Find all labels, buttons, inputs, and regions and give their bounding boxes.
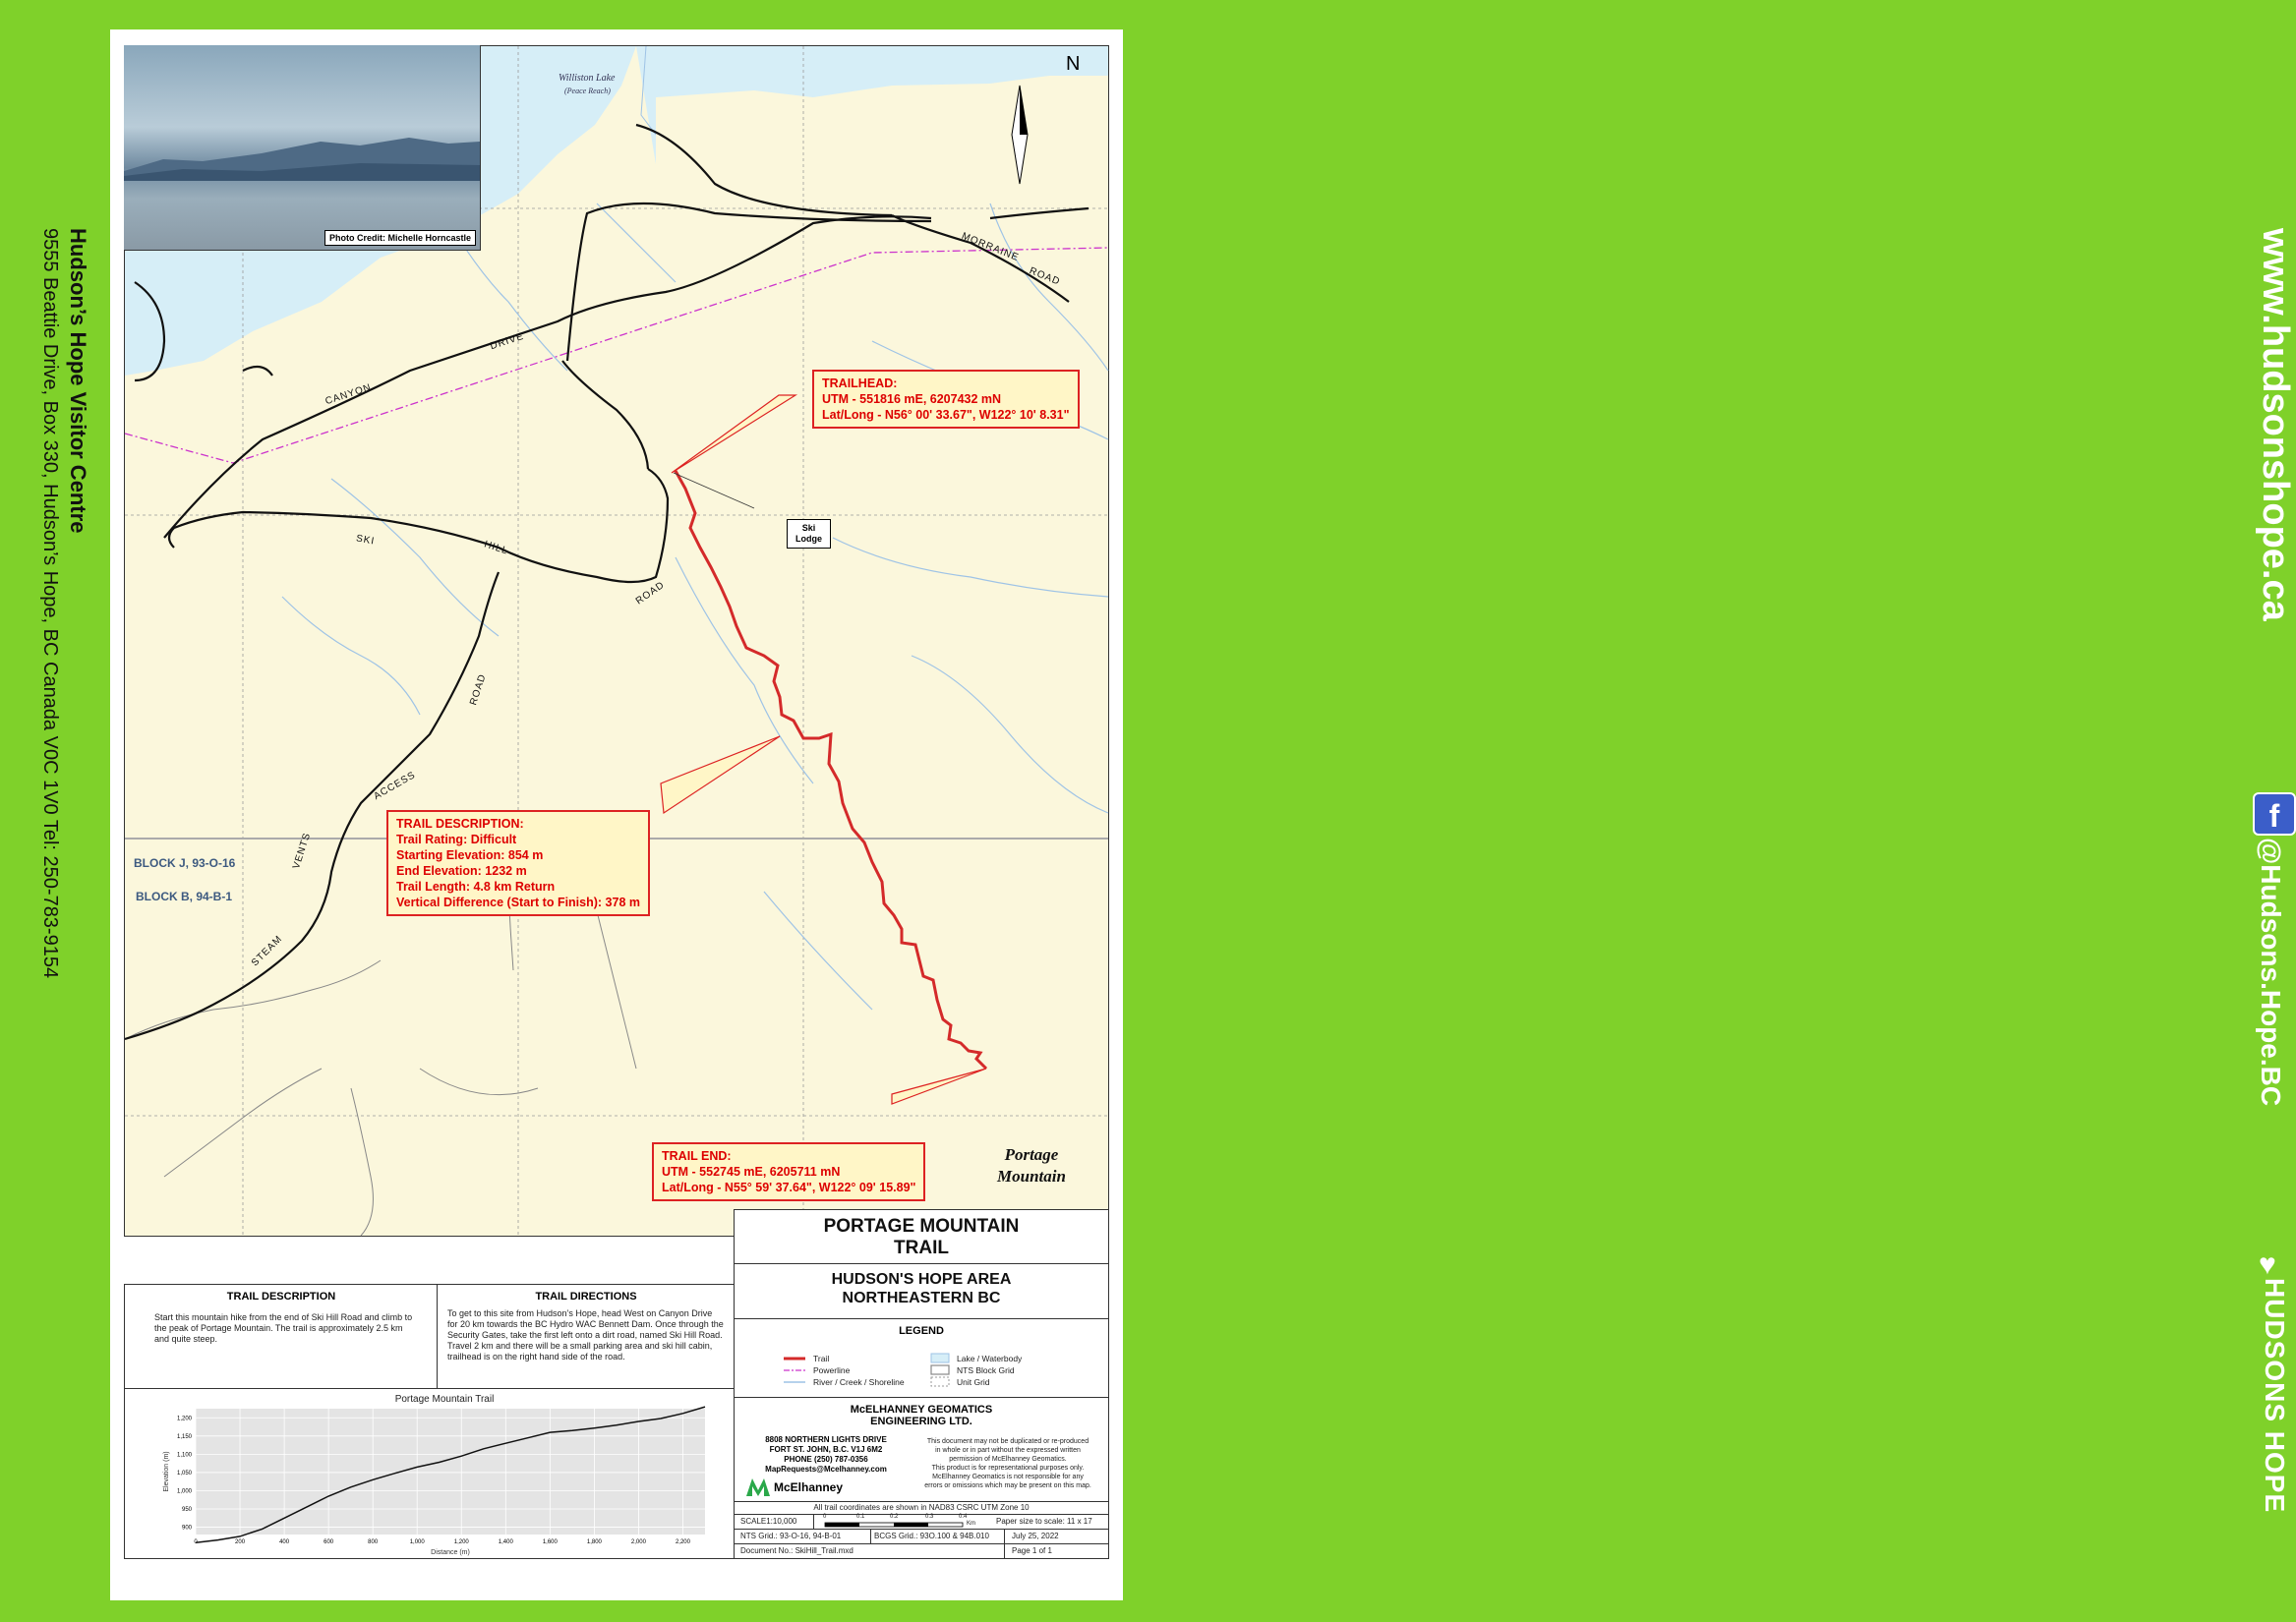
address-line: 8808 NORTHERN LIGHTS DRIVE <box>765 1435 887 1444</box>
callout-line: TRAIL END: <box>662 1149 732 1163</box>
x-tick-label: 200 <box>235 1539 246 1545</box>
area-line-2: NORTHEASTERN BC <box>842 1290 1001 1306</box>
map-title-line-1: PORTAGE MOUNTAIN <box>823 1216 1020 1237</box>
callout-line: UTM - 551816 mE, 6207432 mN <box>822 392 1002 406</box>
scale-bar <box>823 1515 980 1529</box>
trail-description-text: Start this mountain hike from the end of Ski Hill Road and climb to the peak of Portage Mountain. The trail is approximately 2.5 km and quite steep. <box>154 1312 413 1344</box>
scale-tick-0: 0 <box>823 1514 827 1520</box>
callout-line: End Elevation: 1232 m <box>396 864 527 878</box>
x-tick-label: 2,200 <box>675 1539 690 1545</box>
x-tick-label: 600 <box>324 1539 334 1545</box>
title-block <box>734 1209 1109 1559</box>
elevation-chart <box>125 1389 735 1558</box>
chart-title: Portage Mountain Trail <box>394 1394 495 1405</box>
y-tick-label: 1,050 <box>176 1470 192 1477</box>
scale-tick-2: 0.2 <box>890 1514 899 1520</box>
heart-icon: ♥ <box>2259 1248 2276 1281</box>
callout-line: UTM - 552745 mE, 6205711 mN <box>662 1165 841 1179</box>
visitor-centre-address: 9555 Beattie Drive, Box 330, Hudson’s Hope, BC Canada V0C 1V0 Tel: 250-783-9154 <box>39 228 61 979</box>
phone-line: PHONE (250) 787-0356 <box>784 1455 868 1464</box>
ski-lodge-label <box>787 519 831 549</box>
paper-size: Paper size to scale: 11 x 17 <box>996 1517 1092 1526</box>
trailhead-callout <box>812 370 1080 429</box>
scale-unit: Km <box>967 1521 975 1527</box>
legend-trail: Trail <box>813 1354 830 1363</box>
callout-line: TRAIL DESCRIPTION: <box>396 817 524 831</box>
facebook-handle[interactable]: @Hudsons.Hope.BC <box>2256 838 2286 1107</box>
disclaimer-line: errors or omissions which may be present on this map. <box>924 1482 1091 1489</box>
x-tick-label: 1,000 <box>409 1539 425 1545</box>
x-tick-label: 800 <box>368 1539 379 1545</box>
callout-line: Trail Length: 4.8 km Return <box>396 880 556 894</box>
scale-tick-4: 0.4 <box>959 1514 968 1520</box>
email-link[interactable]: MapRequests@Mcelhanney.com <box>765 1465 887 1474</box>
road-label-access: ACCESS <box>372 769 418 803</box>
mcelhanney-logo-icon <box>746 1478 770 1496</box>
lake-name-label: Williston Lake <box>559 73 616 84</box>
scale-tick-3: 0.3 <box>925 1514 934 1520</box>
company-line-2: ENGINEERING LTD. <box>870 1416 972 1427</box>
company-row <box>735 1397 1108 1502</box>
disclaimer <box>913 1437 1102 1490</box>
trail-description-heading: TRAIL DESCRIPTION <box>226 1291 336 1303</box>
title-row <box>735 1210 1108 1269</box>
callout-line: Starting Elevation: 854 m <box>396 848 544 862</box>
logo-text: McElhanney <box>774 1480 844 1494</box>
disclaimer-line: McElhanney Geomatics is not responsible for any <box>932 1474 1084 1480</box>
lake-sub-label: (Peace Reach) <box>564 87 611 95</box>
visitor-centre-title: Hudson’s Hope Visitor Centre <box>66 228 90 534</box>
bcgs-grid: BCGS Grid.: 93O.100 & 94B.010 <box>874 1532 989 1540</box>
x-tick-label: 1,800 <box>586 1539 602 1545</box>
y-tick-label: 1,100 <box>176 1452 192 1459</box>
right-sidebar <box>1106 0 2296 1622</box>
ski-lodge-line: Lodge <box>795 534 822 544</box>
creeks-south <box>125 892 636 1236</box>
disclaimer-line: This document may not be duplicated or re-produced <box>926 1438 1089 1445</box>
callout-line: Lat/Long - N55° 59' 37.64", W122° 09' 15.89" <box>662 1181 916 1194</box>
trailhead-pointer <box>672 395 795 473</box>
grid-row <box>735 1529 1108 1543</box>
legend-unit: Unit Grid <box>957 1377 990 1387</box>
photo-credit: Photo Credit: Michelle Horncastle <box>324 230 476 246</box>
nts-grid: NTS Grid.: 93-O-16, 94-B-01 <box>740 1532 842 1540</box>
x-tick-label: 1,200 <box>453 1539 469 1545</box>
lake-photo <box>124 45 481 251</box>
description-pointer <box>661 736 780 813</box>
ski-lodge-line: Ski <box>801 523 816 533</box>
callout-line: Lat/Long - N56° 00' 33.67", W122° 10' 8.31" <box>822 408 1070 422</box>
peak-label-line: Mountain <box>997 1167 1066 1186</box>
disclaimer-line: permission of McElhanney Geomatics. <box>949 1456 1067 1463</box>
map-title-line-2: TRAIL <box>894 1238 949 1258</box>
north-label: N <box>1066 53 1081 75</box>
x-axis-label: Distance (m) <box>431 1549 470 1556</box>
peak-label-line: Portage <box>1004 1145 1059 1164</box>
callout-line: Vertical Difference (Start to Finish): 378 m <box>396 896 640 909</box>
peak-label <box>997 1144 1066 1188</box>
y-tick-label: 1,150 <box>176 1433 192 1440</box>
coords-note: All trail coordinates are shown in NAD83 CSRC UTM Zone 10 <box>735 1501 1108 1514</box>
x-tick-label: 2,000 <box>630 1539 646 1545</box>
y-axis-label: Elevation (m) <box>163 1451 170 1492</box>
disclaimer-line: in whole or in part without the expressed written <box>935 1447 1081 1454</box>
road-label-steam: STEAM <box>249 933 285 969</box>
trail-description-panel <box>124 1284 439 1390</box>
x-tick-label: 400 <box>279 1539 290 1545</box>
photo-mountains <box>124 132 480 181</box>
road-label-ski-road: ROAD <box>633 579 668 608</box>
y-tick-label: 950 <box>181 1507 192 1514</box>
x-tick-label: 1,600 <box>542 1539 558 1545</box>
scale-row <box>735 1514 1108 1529</box>
map-date: July 25, 2022 <box>1012 1532 1059 1540</box>
website-link[interactable]: www.hudsonshope.ca <box>2255 228 2296 621</box>
legend-lake: Lake / Waterbody <box>957 1354 1023 1363</box>
road-label-morraine-road: ROAD <box>1028 265 1062 288</box>
document-number: Document No.: SkiHill_Trail.mxd <box>740 1546 854 1555</box>
page-number: Page 1 of 1 <box>1012 1546 1052 1555</box>
trail-directions-text: To get to this site from Hudson’s Hope, head West on Canyon Drive for 20 km towards the BC Hydro WAC Bennett Dam. Once through the Security Gates, take the first left onto a dirt road, named Ski Hill Road. Travel 2 km and there will be a small parking area and ski hill cabin, trailhead is on the right hand side of the road. <box>447 1308 724 1361</box>
company-logo <box>746 1478 913 1496</box>
x-tick-label: 0 <box>194 1539 198 1545</box>
callout-line: TRAILHEAD: <box>822 377 898 390</box>
trail-directions-panel <box>437 1284 736 1390</box>
block-j-label: BLOCK J, 93-O-16 <box>134 856 236 870</box>
legend-heading: LEGEND <box>899 1325 944 1337</box>
address-line: FORT ST. JOHN, B.C. V1J 6M2 <box>769 1445 883 1454</box>
callout-line: Trail Rating: Difficult <box>396 833 517 846</box>
road-label-morraine: MORRAINE <box>960 230 1021 264</box>
brand-logo-text: HUDSONS HOPE <box>2260 1278 2290 1514</box>
legend-powerline: Powerline <box>813 1365 851 1375</box>
road-label-vents: VENTS <box>291 831 314 871</box>
lake-shape <box>636 46 1108 164</box>
road-label-access-road: ROAD <box>468 672 489 707</box>
plot-background <box>196 1409 705 1535</box>
area-line-1: HUDSON'S HOPE AREA <box>831 1271 1012 1288</box>
area-row <box>735 1263 1108 1321</box>
trail-end-callout <box>652 1142 925 1201</box>
legend-row <box>735 1318 1108 1394</box>
road-label-canyon: CANYON <box>324 381 374 408</box>
road-label-hill: HILL <box>482 539 510 557</box>
legend-nts: NTS Block Grid <box>957 1365 1015 1375</box>
document-row <box>735 1543 1108 1558</box>
y-tick-label: 1,000 <box>176 1488 192 1495</box>
scale-tick-1: 0.1 <box>856 1514 865 1520</box>
scale-text: SCALE1:10,000 <box>740 1517 797 1526</box>
facebook-icon[interactable]: f <box>2253 792 2296 836</box>
road-label-drive: DRIVE <box>489 330 526 353</box>
elevation-profile <box>124 1388 736 1559</box>
y-tick-label: 1,200 <box>176 1416 192 1422</box>
trail-end-pointer <box>892 1069 986 1104</box>
legend-river: River / Creek / Shoreline <box>813 1377 905 1387</box>
trail-directions-heading: TRAIL DIRECTIONS <box>535 1291 637 1303</box>
company-line-1: McELHANNEY GEOMATICS <box>850 1404 993 1416</box>
block-b-label: BLOCK B, 94-B-1 <box>136 890 233 903</box>
disclaimer-line: This product is for representational purposes only. <box>931 1465 1085 1472</box>
legend-swatches <box>735 1337 1108 1396</box>
y-tick-label: 900 <box>181 1525 192 1532</box>
company-address <box>742 1435 910 1475</box>
trail-description-callout <box>386 810 650 916</box>
road-label-ski: SKI <box>355 533 376 548</box>
x-tick-label: 1,400 <box>498 1539 513 1545</box>
left-sidebar <box>0 0 110 1622</box>
